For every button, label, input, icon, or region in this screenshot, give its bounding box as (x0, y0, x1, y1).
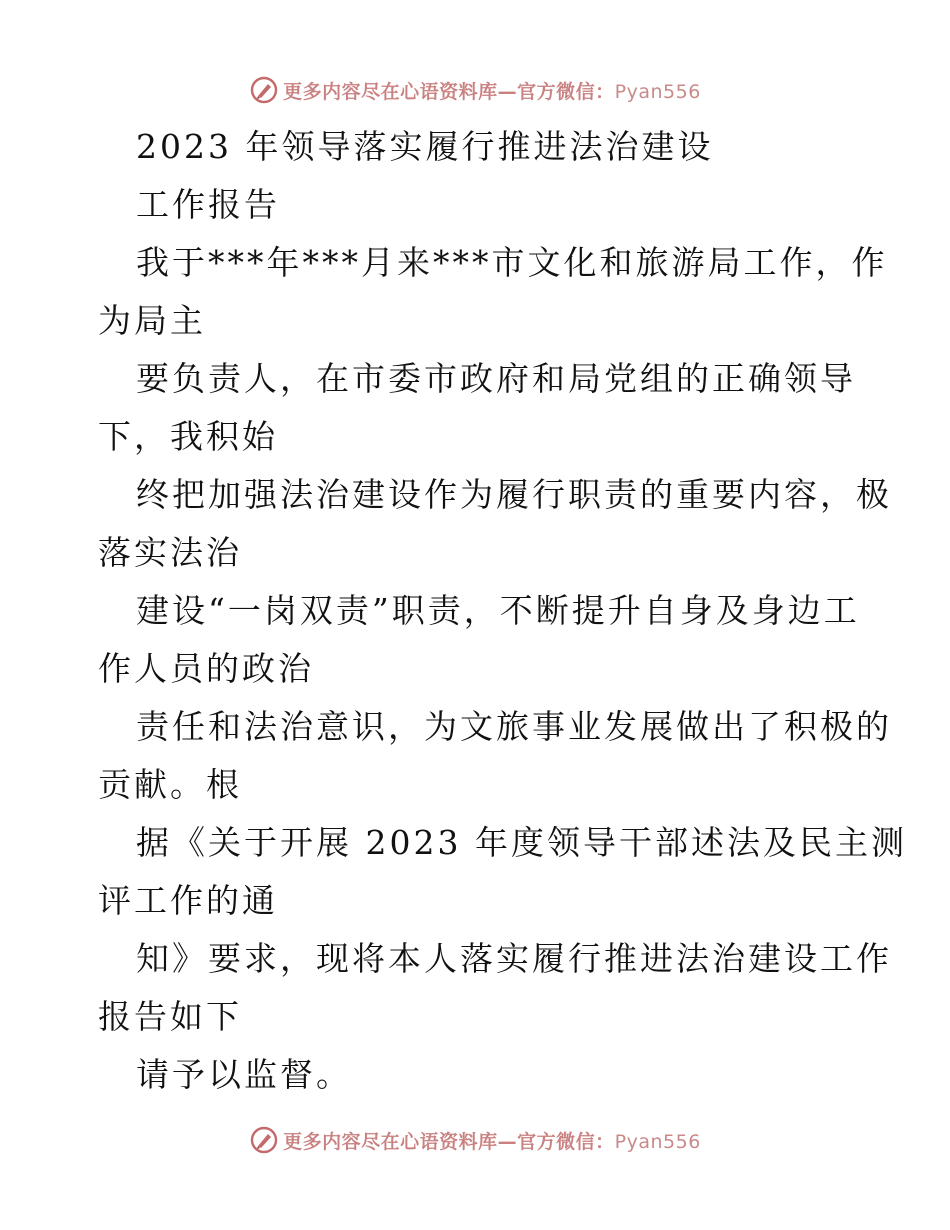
watermark-text-cn: 更多内容尽在心语资料库—官方微信： (283, 1130, 615, 1153)
document-line: 贡献。根 (98, 765, 242, 804)
document-line: 请予以监督。 (136, 1055, 352, 1094)
watermark-text (283, 1127, 701, 1154)
watermark-wechat-id: Pyan556 (614, 1130, 701, 1153)
header-watermark (0, 70, 950, 110)
watermark-text-cn: 更多内容尽在心语资料库—官方微信： (283, 80, 615, 103)
document-line: 评工作的通 (98, 881, 278, 920)
document-line: 建设“一岗双责”职责，不断提升自身及身边工 (136, 591, 860, 630)
document-body (98, 118, 907, 1104)
document-line: 2023 年领导落实履行推进法治建设 (136, 127, 714, 166)
document-line: 终把加强法治建设作为履行职责的重要内容，极 (136, 475, 892, 514)
document-line: 我于***年***月来***市文化和旅游局工作，作 (136, 243, 888, 282)
document-line: 作人员的政治 (98, 649, 314, 688)
document-line: 责任和法治意识，为文旅事业发展做出了积极的 (136, 707, 892, 746)
pen-circle-logo-icon (249, 75, 279, 105)
document-line: 据《关于开展 2023 年度领导干部述法及民主测 (136, 823, 907, 862)
document-line: 要负责人，在市委市政府和局党组的正确领导 (136, 359, 856, 398)
document-line: 知》要求，现将本人落实履行推进法治建设工作 (136, 939, 892, 978)
document-line: 工作报告 (136, 185, 280, 224)
footer-watermark (0, 1120, 950, 1160)
document-line: 落实法治 (98, 533, 242, 572)
document-line: 报告如下 (98, 997, 242, 1036)
watermark-text (283, 77, 701, 104)
document-line: 为局主 (98, 301, 206, 340)
watermark-wechat-id: Pyan556 (614, 80, 701, 103)
document-line: 下，我积始 (98, 417, 278, 456)
pen-circle-logo-icon (249, 1125, 279, 1155)
